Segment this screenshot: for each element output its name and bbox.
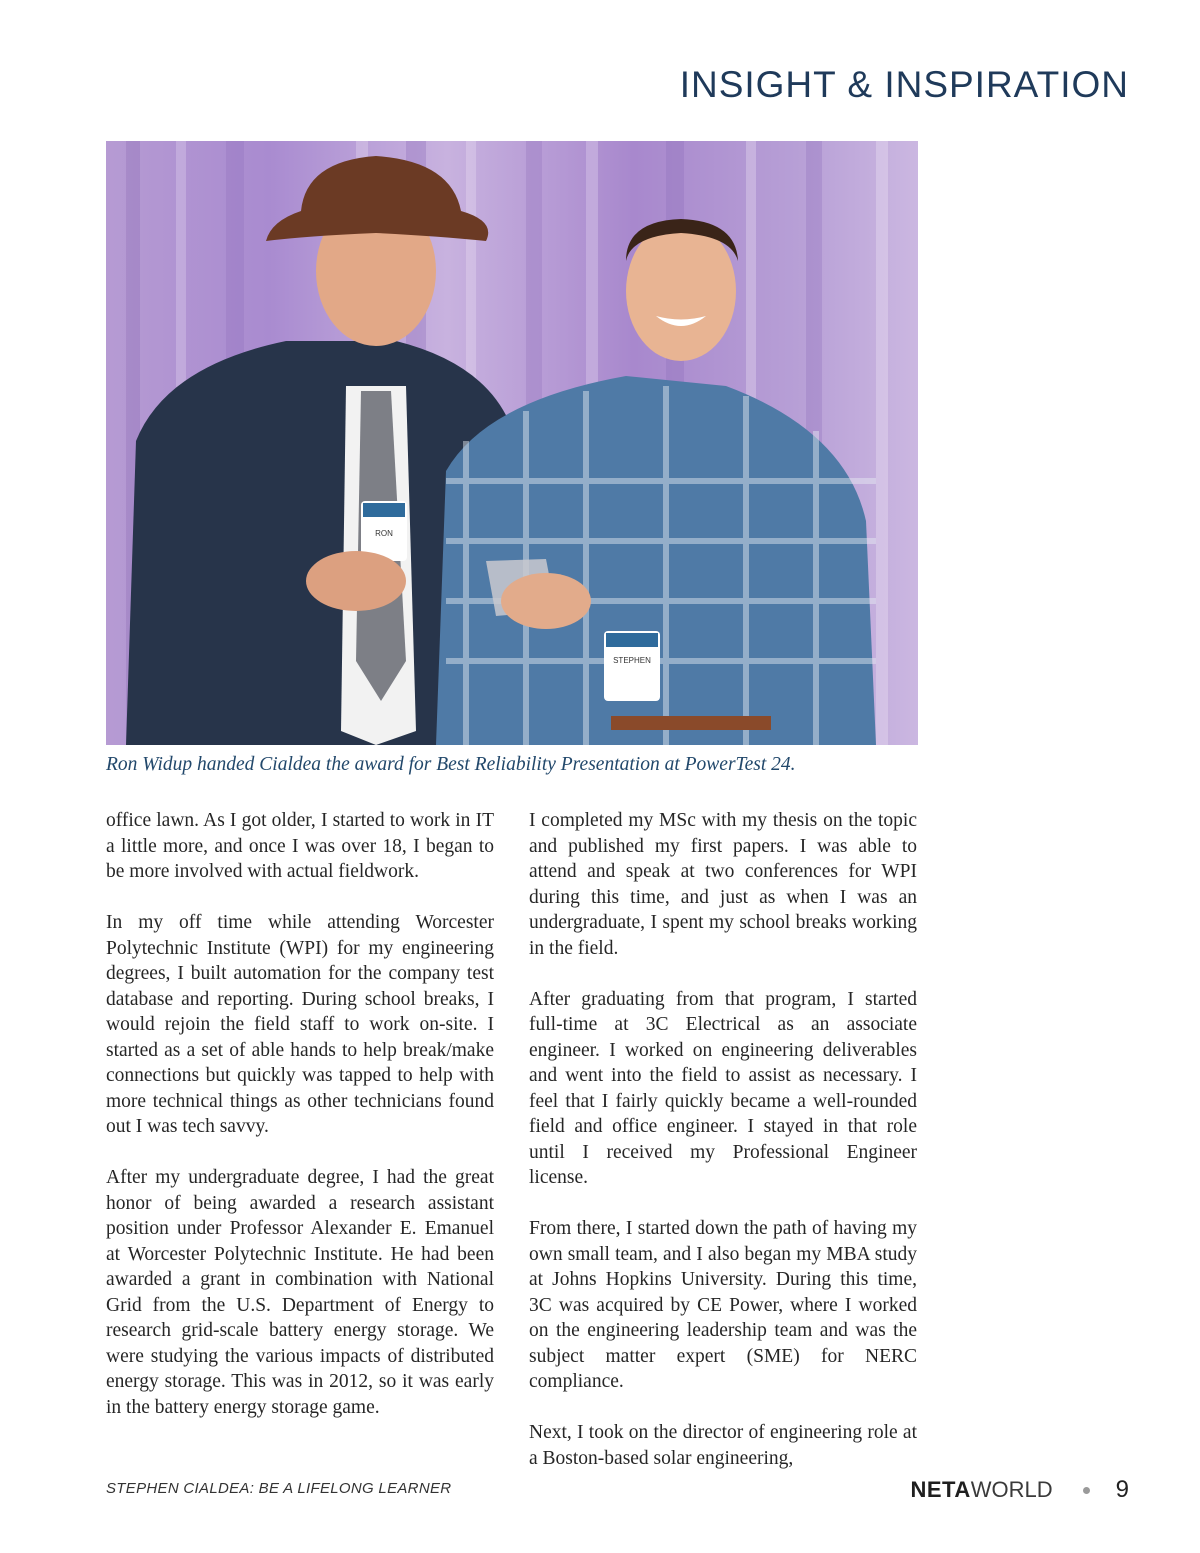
paragraph: I completed my MSc with my thesis on the topic and published my first papers. I was able to attend and speak at two conferences for WPI during this time, and just as when I was an undergraduate, I spent my school breaks working in the field. [529,810,917,959]
paragraph: After my undergraduate degree, I had the great honor of being awarded a research assistant position under Professor Alexander E. Emanuel at Worcester Polytechnic Institute. He had been awarded a grant in combination with National Grid from the U.S. Department of Energy to research grid-scale battery energy storage. We were studying the various impacts of distributed energy storage. This was in 2012, so it was early in the battery energy storage game. [106,1167,494,1418]
page-number: 9 [1115,1476,1129,1503]
badge-left-name: RON [375,529,393,538]
paragraph: office lawn. As I got older, I started to work in IT a little more, and once I was over 18, I began to be more involved with actual fieldwork. [106,810,494,882]
footer-brand [910,1476,1129,1504]
handshake [306,551,406,611]
paragraph: After graduating from that program, I started full-time at 3C Electrical as an associate engineer. I worked on engineering deliverables and went into the field to assist as necessary. I feel that I fairly quickly became a well-rounded field and office engineer. I stayed in that role until I received my Professional Engineer license. [529,988,917,1188]
article-column-left [106,808,494,1446]
paragraph: From there, I started down the path of having my own small team, and I also began my MBA study at Johns Hopkins University. During this time, 3C was acquired by CE Power, where I worked on the engineering leadership team and was the subject matter expert (SME) for NERC compliance. [529,1218,917,1392]
badge-right-name: STEPHEN [613,656,651,665]
section-title: INSIGHT & INSPIRATION [679,64,1129,105]
paragraph: In my off time while attending Worcester Polytechnic Institute (WPI) for my engineering degrees, I built automation for the company test database and reporting. During school breaks, I would rejoin the field staff to work on-site. I started as a set of able hands to help break/make connections but quickly was tapped to help with more technical things as other technicians found out I was tech savvy. [106,912,494,1137]
logo-neta: NETA [910,1477,971,1502]
footer-article-title: STEPHEN CIALDEA: BE A LIFELONG LEARNER [106,1480,452,1497]
award-photo [106,141,918,745]
article-column-right [529,808,917,1497]
separator-dot [1083,1487,1090,1494]
photo-caption: Ron Widup handed Cialdea the award for Best Reliability Presentation at PowerTest 24. [106,754,796,775]
paragraph: Next, I took on the director of engineering role at a Boston-based solar engineering, [529,1422,917,1469]
logo-world: WORLD [970,1477,1053,1502]
